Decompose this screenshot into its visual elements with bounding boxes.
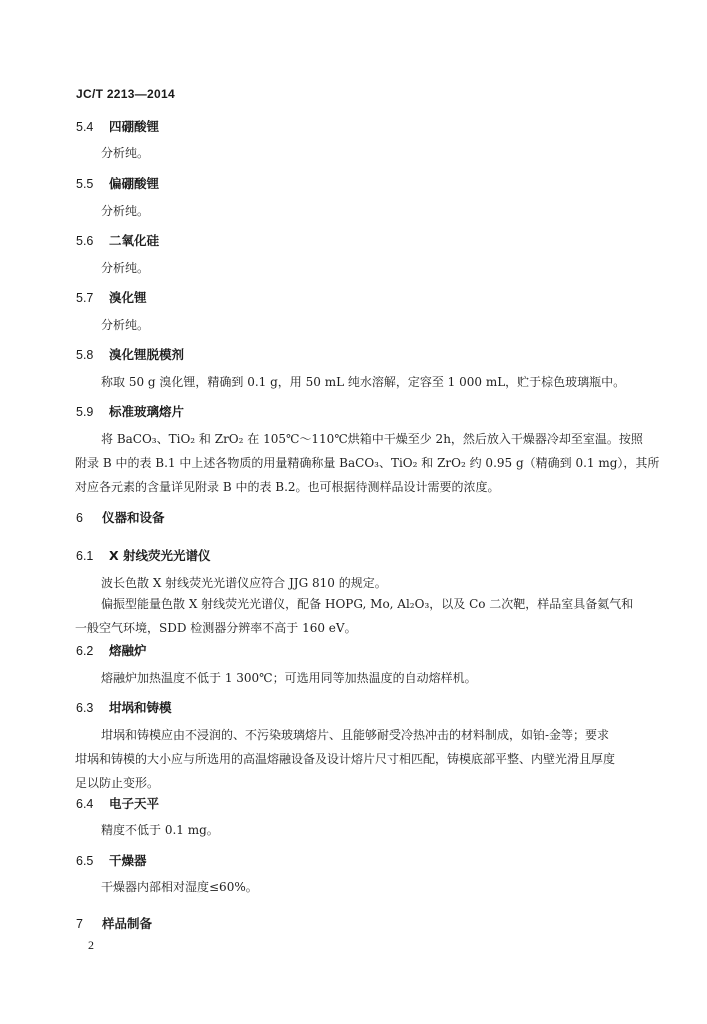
section-heading-6-2 [76,641,147,659]
paragraph-5-9 [75,427,660,499]
paragraph-6-5 [88,875,643,899]
section-number: 6.4 [76,797,94,811]
paragraph-line: 波长色散 X 射线荧光光谱仪应符合 JJG 810 的规定。 [101,576,387,590]
section-title: 坩埚和铸模 [109,700,172,715]
section-number: 6.5 [76,854,94,868]
paragraph-line: 坩埚和铸模应由不浸润的、不污染玻璃熔片、且能够耐受冷热冲击的材料制成，如铂-金等；要求 [101,728,610,742]
section-title: 仪器和设备 [102,510,165,525]
section-number: 6.3 [76,701,94,715]
section-heading-5-4 [76,117,159,135]
section-number: 5.7 [76,291,94,305]
section-title: 溴化锂 [109,290,147,305]
section-heading-6 [76,508,165,526]
paragraph-5-6 [88,256,643,280]
section-title: 四硼酸锂 [109,119,160,134]
paragraph-5-5 [88,199,643,223]
paragraph-line: 分析纯。 [101,146,150,160]
section-number: 6.1 [76,549,94,563]
paragraph-line: 干燥器内部相对湿度≤60%。 [101,880,258,894]
section-title: 二氧化硅 [109,233,160,248]
section-heading-5-5 [76,174,159,192]
paragraph-6-4 [88,818,643,842]
standard-code-header: JC/T 2213—2014 [76,87,175,101]
section-number: 6.2 [76,644,94,658]
section-title: 偏硼酸锂 [109,176,160,191]
section-number: 5.6 [76,234,94,248]
paragraph-line: 熔融炉加热温度不低于 1 300℃；可选用同等加热温度的自动熔样机。 [101,671,477,685]
paragraph-5-4 [88,141,643,165]
section-title: 样品制备 [102,916,153,931]
section-title: 溴化锂脱模剂 [109,347,185,362]
section-heading-5-8 [76,345,184,363]
section-heading-6-4 [76,794,159,812]
paragraph-line: 足以防止变形。 [75,776,160,790]
paragraph-line: 称取 50 g 溴化锂，精确到 0.1 g，用 50 mL 纯水溶解，定容至 1 000 mL，贮于棕色玻璃瓶中。 [101,375,626,389]
paragraph-6-2 [88,666,643,690]
section-number: 5.8 [76,348,94,362]
paragraph-5-7 [88,313,643,337]
paragraph-line: 附录 B 中的表 B.1 中上述各物质的用量精确称量 BaCO₃、TiO₂ 和 ZrO₂ 约 0.95 g（精确到 0.1 mg），其所 [75,456,660,470]
section-title: 标准玻璃熔片 [109,404,185,419]
paragraph-line: 将 BaCO₃、TiO₂ 和 ZrO₂ 在 105℃～110℃烘箱中干燥至少 2h，然后放入干燥器冷却至室温。按照 [101,432,643,446]
paragraph-6-3 [75,723,643,795]
section-heading-6-5 [76,851,147,869]
paragraph-5-8 [88,370,643,394]
section-number: 7 [76,917,83,931]
paragraph-line: 坩埚和铸模的大小应与所选用的高温熔融设备及设计熔片尺寸相匹配，铸模底部平整、内壁光滑且厚度 [75,752,616,766]
section-title: 电子天平 [109,796,160,811]
section-title: 熔融炉 [109,643,147,658]
paragraph-line: 对应各元素的含量详见附录 B 中的表 B.2。也可根据待测样品设计需要的浓度。 [75,480,500,494]
paragraph-6-1-b [75,592,643,640]
section-number: 6 [76,511,83,525]
page-number: 2 [88,938,94,952]
section-heading-7 [76,914,152,932]
paragraph-line: 分析纯。 [101,318,150,332]
section-title: 干燥器 [109,853,147,868]
section-heading-5-6 [76,231,159,249]
section-number: 5.5 [76,177,94,191]
paragraph-line: 精度不低于 0.1 mg。 [101,823,219,837]
section-heading-6-1 [76,546,211,564]
paragraph-line: 分析纯。 [101,261,150,275]
section-number: 5.9 [76,405,94,419]
section-title: X 射线荧光光谱仪 [109,548,211,563]
paragraph-line: 偏振型能量色散 X 射线荧光光谱仪，配备 HOPG, Mo, Al₂O₃，以及 Co 二次靶，样品室具备氦气和 [101,597,634,611]
section-heading-5-7 [76,288,147,306]
paragraph-line: 分析纯。 [101,204,150,218]
paragraph-line: 一般空气环境，SDD 检测器分辨率不高于 160 eV。 [75,621,357,635]
section-heading-6-3 [76,698,172,716]
section-heading-5-9 [76,402,184,420]
section-number: 5.4 [76,120,94,134]
